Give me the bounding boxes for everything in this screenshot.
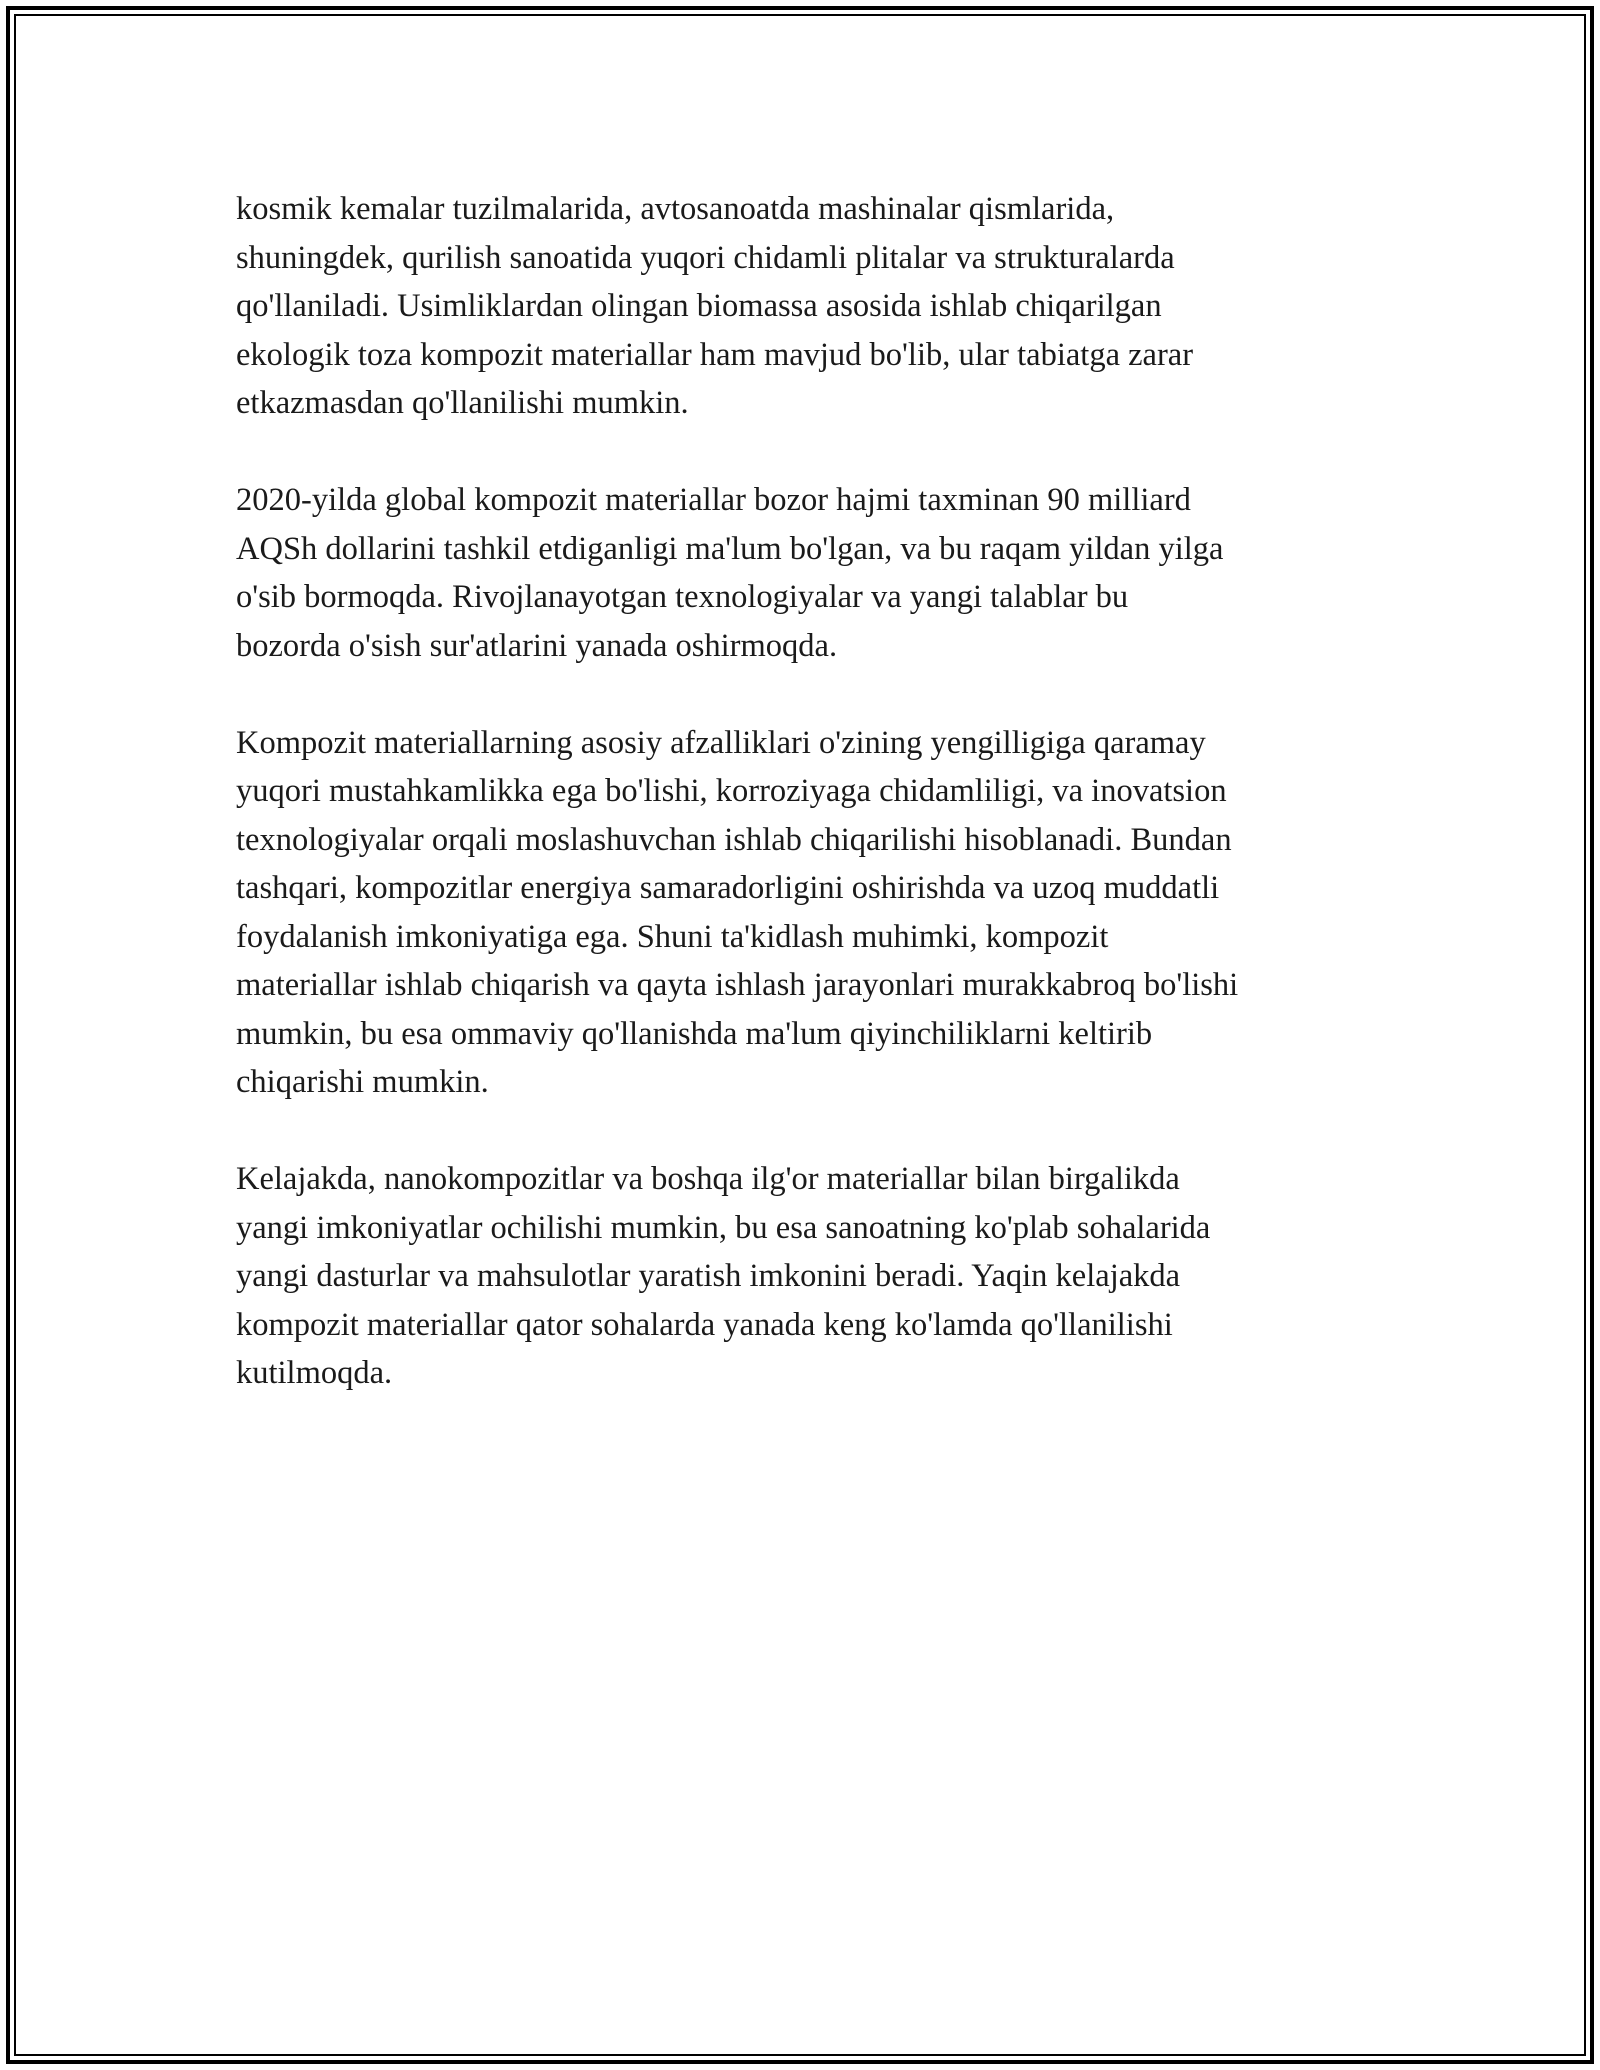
paragraph-market-size: 2020-yilda global kompozit materiallar bozor hajmi taxminan 90 milliard AQSh dollarini tashkil etdiganligi ma'lum bo'lgan, va bu raqam yildan yilga o'sib bormoqda. Rivojlanayotgan texnologiyalar va yangi talablar bu bozorda o'sish sur'atlarini yanada oshirmoqda. <box>236 482 1224 664</box>
paragraph-applications: kosmik kemalar tuzilmalarida, avtosanoatda mashinalar qismlarida, shuningdek, qurilish sanoatida yuqori chidamli plitalar va strukturalarda qo'llaniladi. Usimliklardan olingan biomassa asosida ishlab chiqarilgan ekologik toza kompozit materiallar ham mavjud bo'lib, ular tabiatga zarar etkazmasdan qo'llanilishi mumkin. <box>236 191 1194 421</box>
paragraph-advantages: Kompozit materiallarning asosiy afzalliklari o'zining yengilligiga qaramay yuqori mustahkamlikka ega bo'lishi, korroziyaga chidamliligi, va inovatsion texnologiyalar orqali moslashuvchan ishlab chiqarilishi hisoblanadi. Bundan tashqari, kompozitlar energiya samaradorligini oshirishda va uzoq muddatli foydalanish imkoniyatiga ega. Shuni ta'kidlash muhimki, kompozit materiallar ishlab chiqarish va qayta ishlash jarayonlari murakkabroq bo'lishi mumkin, bu esa ommaviy qo'llanishda ma'lum qiyinchiliklarni keltirib chiqarishi mumkin. <box>236 724 1239 1100</box>
document-body <box>236 185 1386 1446</box>
paragraph-future: Kelajakda, nanokompozitlar va boshqa ilg'or materiallar bilan birgalikda yangi imkoniyatlar ochilishi mumkin, bu esa sanoatning ko'plab sohalarida yangi dasturlar va mahsulotlar yaratish imkonini beradi. Yaqin kelajakda kompozit materiallar qator sohalarda yanada keng ko'lamda qo'llanilishi kutilmoqda. <box>236 1161 1211 1391</box>
